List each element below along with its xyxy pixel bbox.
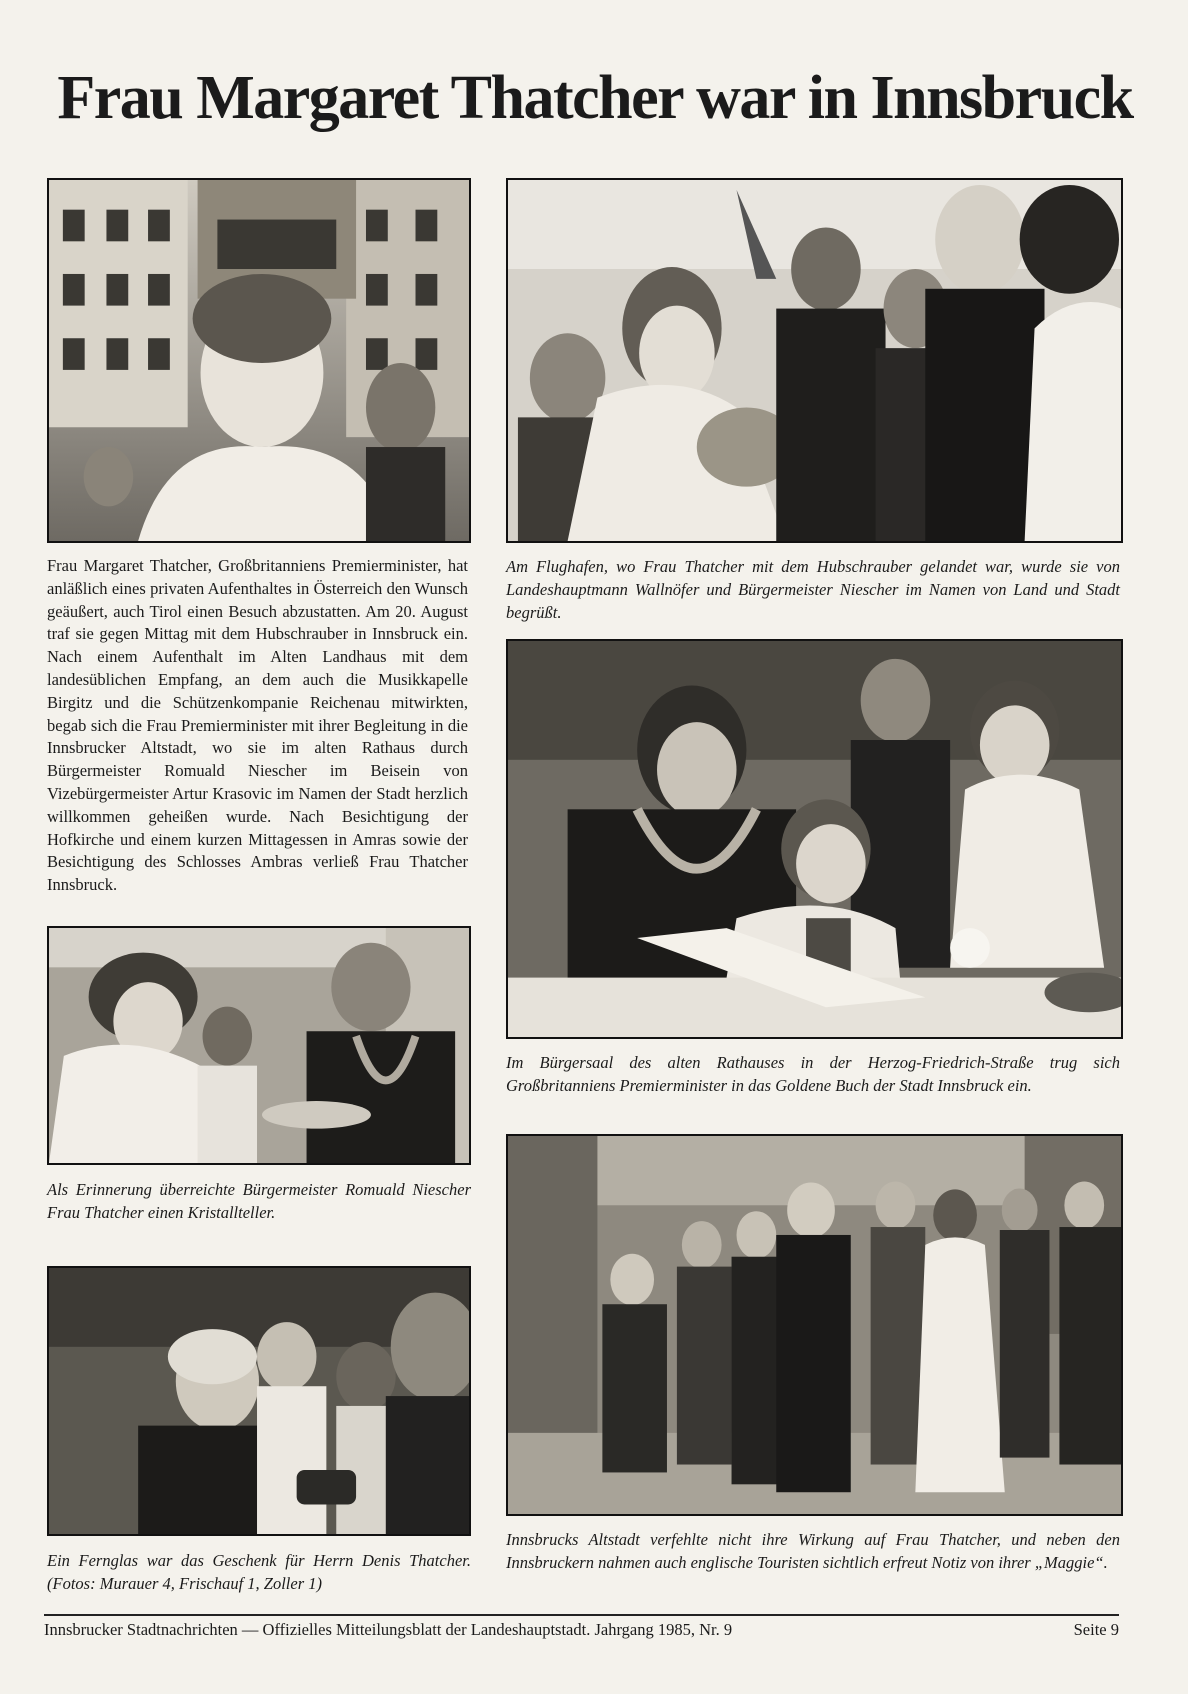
caption-kristallteller: Als Erinnerung überreichte Bürgermeister Romuald Niescher Frau Thatcher einen Kristallteller. bbox=[47, 1180, 471, 1222]
headline: Frau Margaret Thatcher war in Innsbruck bbox=[57, 64, 1133, 132]
caption-fernglas-text: Ein Fernglas war das Geschenk für Herrn Denis Thatcher. bbox=[47, 1551, 471, 1570]
footer-publication: Innsbrucker Stadtnachrichten — Offizielles Mitteilungsblatt der Landeshauptstadt. Jahrgang 1985, Nr. 9 bbox=[44, 1620, 733, 1639]
photo-golden-book bbox=[506, 639, 1123, 1039]
caption-airport: Am Flughafen, wo Frau Thatcher mit dem Hubschrauber gelandet war, wurde sie von Landeshauptmann Wallnöfer und Bürgermeister Niescher im Namen von Land und Stadt begrüßt. bbox=[506, 557, 1120, 622]
photo-airport-greeting bbox=[506, 178, 1123, 543]
page-footer bbox=[44, 1614, 1119, 1640]
caption-buergersaal: Im Bürgersaal des alten Rathauses in der Herzog-Friedrich-Straße trug sich Großbritanniens Premierminister in das Goldene Buch der Stadt Innsbruck ein. bbox=[506, 1053, 1120, 1095]
photo-kristallteller bbox=[47, 926, 471, 1165]
footer-page-number: Seite 9 bbox=[1073, 1620, 1119, 1639]
photo-fernglas bbox=[47, 1266, 471, 1536]
photo-credits: (Fotos: Murauer 4, Frischauf 1, Zoller 1) bbox=[47, 1574, 322, 1593]
article-body: Frau Margaret Thatcher, Großbritanniens Premierminister, hat anläßlich eines privaten Aufenthaltes in Österreich den Wunsch geäußert, auch Tirol einen Besuch abzustatten. Am 20. August traf sie gegen Mittag mit dem Hubschrauber in Innsbruck ein. Nach einem Aufenthalt im Alten Landhaus mit dem landesüblichen Empfang, an dem auch die Musikkapelle Birgitz und die Schützenkompanie Reichenau mitwirkten, begab sich die Frau Premierminister mit ihrer Begleitung in die Innsbrucker Altstadt, wo sie im alten Rathaus durch Bürgermeister Romuald Niescher im Beisein von Vizebürgermeister Artur Krasovic im Namen der Stadt herzlich willkommen geheißen wurde. Nach Besichtigung der Hofkirche und einem kurzen Mittagessen in Amras sowie der Besichtigung des Schlosses Ambras verließ Frau Thatcher Innsbruck. bbox=[47, 556, 468, 895]
photo-altstadt bbox=[506, 1134, 1123, 1516]
caption-fernglas bbox=[47, 1549, 471, 1595]
photo-goldenes-dachl bbox=[47, 178, 471, 543]
caption-altstadt: Innsbrucks Altstadt verfehlte nicht ihre Wirkung auf Frau Thatcher, und neben den Innsbruckern nahmen auch englische Touristen sichtlich erfreut Notiz von ihrer „Maggie“. bbox=[506, 1530, 1120, 1572]
